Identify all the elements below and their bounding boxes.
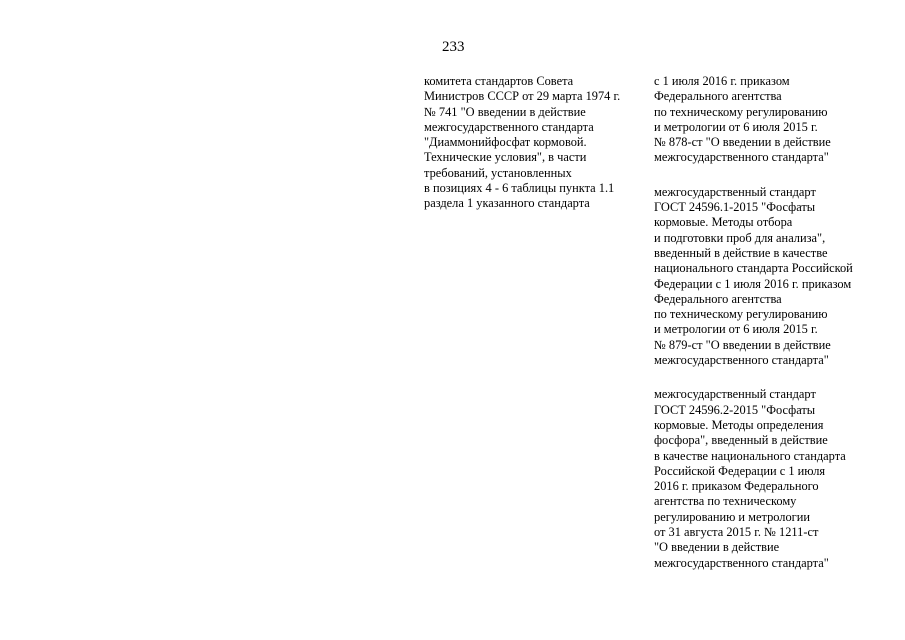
text-line: национального стандарта Российской [654, 261, 853, 276]
text-line: по техническому регулированию [654, 104, 828, 119]
text-line: и подготовки проб для анализа", [654, 230, 826, 245]
text-line: в качестве национального стандарта [654, 448, 846, 463]
text-line: Федерации с 1 июля 2016 г. приказом [654, 276, 852, 291]
left-column [424, 74, 639, 231]
text-line: комитета стандартов Совета [424, 74, 574, 88]
text-line: и метрологии от 6 июля 2015 г. [654, 119, 818, 134]
text-line: Федерального агентства [654, 291, 782, 306]
text-line: с 1 июля 2016 г. приказом [654, 74, 790, 88]
text-line: № 879-ст "О введении в действие [654, 337, 831, 352]
text-line: Технические условия", в части [424, 150, 587, 165]
text-block [654, 74, 899, 166]
text-line: по техническому регулированию [654, 307, 828, 322]
text-line: Российской Федерации с 1 июля [654, 463, 826, 478]
text-line: межгосударственного стандарта" [654, 150, 829, 165]
text-line: введенный в действие в качестве [654, 245, 828, 260]
text-line: 2016 г. приказом Федерального [654, 479, 819, 494]
text-line: межгосударственного стандарта" [654, 353, 829, 368]
text-line: межгосударственный стандарт [654, 184, 816, 199]
page-number: 233 [442, 39, 465, 55]
text-line: межгосударственного стандарта" [654, 555, 829, 570]
text-line: регулированию и метрологии [654, 509, 811, 524]
text-line: Федерального агентства [654, 89, 782, 104]
text-line: от 31 августа 2015 г. № 1211-ст [654, 525, 819, 540]
text-line: межгосударственный стандарт [654, 387, 816, 402]
text-line: Министров СССР от 29 марта 1974 г. [424, 89, 621, 104]
text-block [424, 74, 639, 212]
text-line: "Диаммонийфосфат кормовой. [424, 135, 587, 150]
text-line: агентства по техническому [654, 494, 797, 509]
text-line: и метрологии от 6 июля 2015 г. [654, 322, 818, 337]
text-line: требований, установленных [424, 165, 572, 180]
right-column [654, 74, 899, 590]
text-line: межгосударственного стандарта [424, 119, 594, 134]
text-block [654, 185, 899, 369]
text-line: № 741 "О введении в действие [424, 104, 586, 119]
text-line: кормовые. Методы определения [654, 417, 824, 432]
text-line: ГОСТ 24596.2-2015 "Фосфаты [654, 402, 816, 417]
text-line: фосфора", введенный в действие [654, 433, 828, 448]
text-line: "О введении в действие [654, 540, 780, 555]
text-line: в позициях 4 - 6 таблицы пункта 1.1 [424, 181, 615, 196]
text-line: кормовые. Методы отбора [654, 215, 793, 230]
text-line: ГОСТ 24596.1-2015 "Фосфаты [654, 200, 816, 215]
text-block [654, 387, 899, 571]
text-line: № 878-ст "О введении в действие [654, 135, 831, 150]
text-line: раздела 1 указанного стандарта [424, 196, 590, 211]
